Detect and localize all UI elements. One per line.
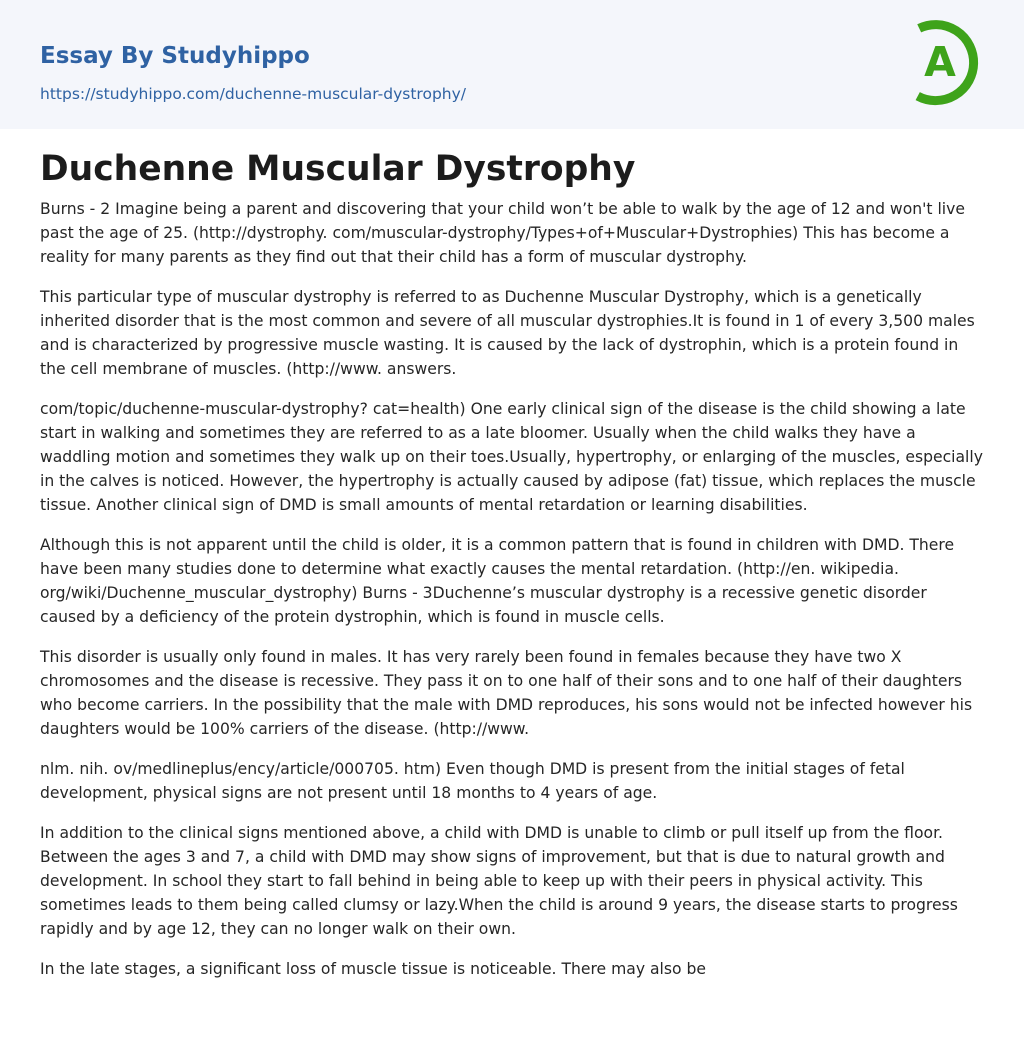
source-url-link[interactable]: https://studyhippo.com/duchenne-muscular-dystrophy/: [40, 85, 467, 103]
essay-paragraph: Burns - 2 Imagine being a parent and discovering that your child won’t be able to walk by the age of 12 and won't live past the age of 25. (http://dystrophy. com/muscular-dystrophy/Types+of+Muscular+Dystrophies) This has become a reality for many parents as they find out that their child has a form of muscular dystrophy.: [40, 200, 965, 266]
essay-content: [0, 129, 1024, 981]
site-header: [0, 0, 1024, 129]
essay-paragraph: In the late stages, a significant loss of muscle tissue is noticeable. There may also be: [40, 960, 707, 978]
essay-paragraph: Although this is not apparent until the child is older, it is a common pattern that is found in children with DMD. There have been many studies done to determine what exactly causes the mental retardation. (http://en. wikipedia. org/wiki/Duchenne_muscular_dystrophy) Burns - 3Duchenne’s muscular dystrophy is a recessive genetic disorder caused by a deficiency of the protein dystrophin, which is found in muscle cells.: [40, 536, 955, 626]
logo-letter: A: [924, 38, 956, 86]
essay-paragraph: In addition to the clinical signs mentioned above, a child with DMD is unable to climb or pull itself up from the floor. Between the ages 3 and 7, a child with DMD may show signs of improvement, but that is due to natural growth and development. In school they start to fall behind in being able to keep up with their peers in physical activity. This sometimes leads to them being called clumsy or lazy.When the child is around 9 years, the disease starts to progress rapidly and by age 12, they can no longer walk on their own.: [40, 824, 958, 938]
brand-title: Essay By Studyhippo: [40, 43, 310, 69]
essay-paragraph: This particular type of muscular dystrophy is referred to as Duchenne Muscular Dystrophy, which is a genetically inherited disorder that is the most common and severe of all muscular dystrophies.It is found in 1 of every 3,500 males and is characterized by progressive muscle wasting. It is caused by the lack of dystrophin, which is a protein found in the cell membrane of muscles. (http://www. answers.: [40, 288, 975, 378]
essay-title: Duchenne Muscular Dystrophy: [40, 149, 636, 189]
studyhippo-logo-icon[interactable]: [906, 17, 990, 107]
essay-paragraph: com/topic/duchenne-muscular-dystrophy? cat=health) One early clinical sign of the disease is the child showing a late start in walking and sometimes they are referred to as a late bloomer. Usually when the child walks they have a waddling motion and sometimes they walk up on their toes.Usually, hypertrophy, or enlarging of the muscles, especially in the calves is noticed. However, the hypertrophy is actually caused by adipose (fat) tissue, which replaces the muscle tissue. Another clinical sign of DMD is small amounts of mental retardation or learning disabilities.: [40, 400, 983, 514]
essay-paragraph: This disorder is usually only found in males. It has very rarely been found in females because they have two X chromosomes and the disease is recessive. They pass it on to one half of their sons and to one half of their daughters who become carriers. In the possibility that the male with DMD reproduces, his sons would not be infected however his daughters would be 100% carriers of the disease. (http://www.: [40, 648, 973, 738]
essay-paragraph: nlm. nih. ov/medlineplus/ency/article/000705. htm) Even though DMD is present from the initial stages of fetal development, physical signs are not present until 18 months to 4 years of age.: [40, 760, 905, 802]
